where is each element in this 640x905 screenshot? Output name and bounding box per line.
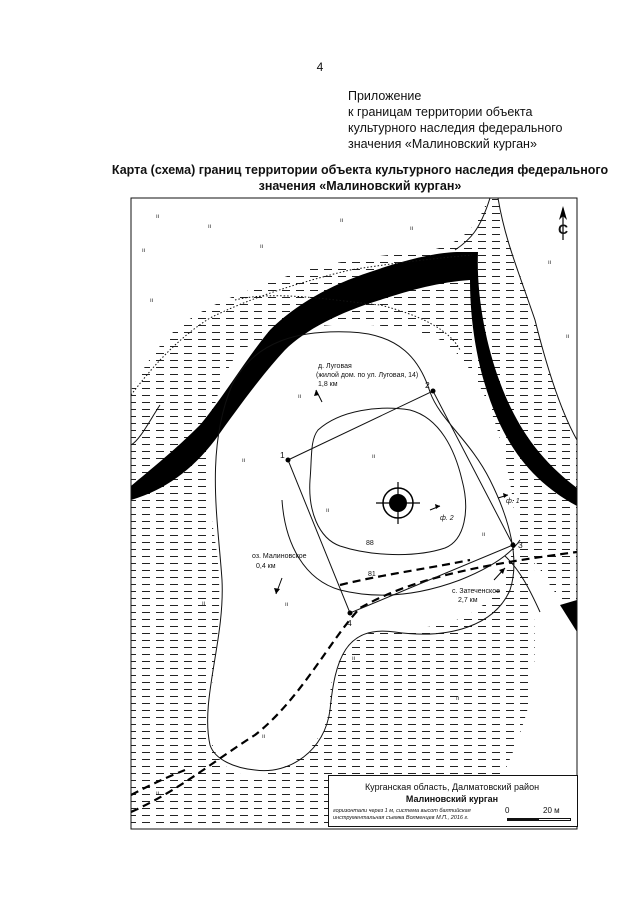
map-title-line-1: Карта (схема) границ территории объекта культурного наследия федерального	[111, 163, 609, 177]
map-title-line-2: значения «Малиновский курган»	[258, 179, 462, 193]
map-legend	[328, 775, 578, 827]
contour-label: 88	[366, 540, 374, 547]
boundary-point-label: 2	[425, 380, 430, 390]
vegetation-symbol: ıı	[372, 454, 376, 460]
appendix-line: Приложение	[348, 89, 422, 103]
vegetation-symbol: ıı	[242, 458, 246, 464]
vegetation-symbol: ıı	[410, 226, 414, 232]
boundary-point-2	[431, 389, 436, 394]
direction-label: 2,7 км	[458, 597, 478, 604]
appendix-line: культурного наследия федерального	[348, 121, 563, 135]
vegetation-symbol: ıı	[285, 602, 289, 608]
scale-value-label: 20 м	[543, 806, 560, 815]
legend-survey-note	[333, 808, 503, 822]
vegetation-symbol: ıı	[340, 218, 344, 224]
vegetation-symbol: ıı	[352, 656, 356, 662]
vegetation-symbol: ıı	[482, 532, 486, 538]
legend-note-line: горизонтали через 1 м, система высот балтийская	[333, 808, 471, 814]
vegetation-symbol: ıı	[150, 298, 154, 304]
direction-label: (жилой дом. по ул. Луговая, 14)	[316, 372, 419, 379]
boundary-point-4	[348, 611, 353, 616]
boundary-point-label: 1	[280, 450, 285, 460]
north-label: С	[557, 221, 569, 237]
legend-region: Курганская область, Далматовский район	[364, 782, 540, 792]
vegetation-symbol: ıı	[208, 224, 212, 230]
vegetation-symbol: ıı	[456, 696, 460, 702]
boundary-point-3	[511, 543, 516, 548]
photo-point-label: ф. 1	[506, 498, 520, 505]
vegetation-symbol: ıı	[142, 248, 146, 254]
vegetation-symbol: ıı	[326, 508, 330, 514]
vegetation-symbol: ıı	[156, 791, 160, 797]
boundary-point-label: 4	[347, 618, 352, 628]
vegetation-symbol: ıı	[566, 334, 570, 340]
appendix-line: значения «Малиновский курган»	[348, 137, 537, 151]
vegetation-symbol: ıı	[260, 244, 264, 250]
scale-zero-label: 0	[505, 806, 510, 815]
appendix-line: к границам территории объекта	[348, 105, 533, 119]
boundary-point-1	[286, 458, 291, 463]
vegetation-symbol: ıı	[548, 260, 552, 266]
vegetation-symbol: ıı	[262, 734, 266, 740]
direction-label: д. Луговая	[318, 363, 352, 370]
direction-label: оз. Малиновское	[252, 553, 307, 560]
direction-label: 1,8 км	[318, 381, 338, 388]
scale-bar-graphic	[507, 818, 571, 821]
direction-label: с. Затеченское	[452, 588, 500, 595]
vegetation-symbol: ıı	[298, 394, 302, 400]
boundary-point-label: 3	[518, 540, 523, 550]
contour-label: 81	[368, 571, 376, 578]
photo-point-label: ф. 2	[440, 515, 454, 522]
legend-site-name: Малиновский курган	[405, 794, 499, 804]
direction-label: 0,4 км	[256, 563, 276, 570]
scale-bar	[505, 806, 575, 824]
page-number: 4	[316, 60, 324, 74]
legend-note-line: инструментальная съемка Волменцев М.П., 2016 г.	[333, 815, 469, 821]
vegetation-symbol: ıı	[156, 214, 160, 220]
vegetation-symbol: ıı	[202, 601, 206, 607]
